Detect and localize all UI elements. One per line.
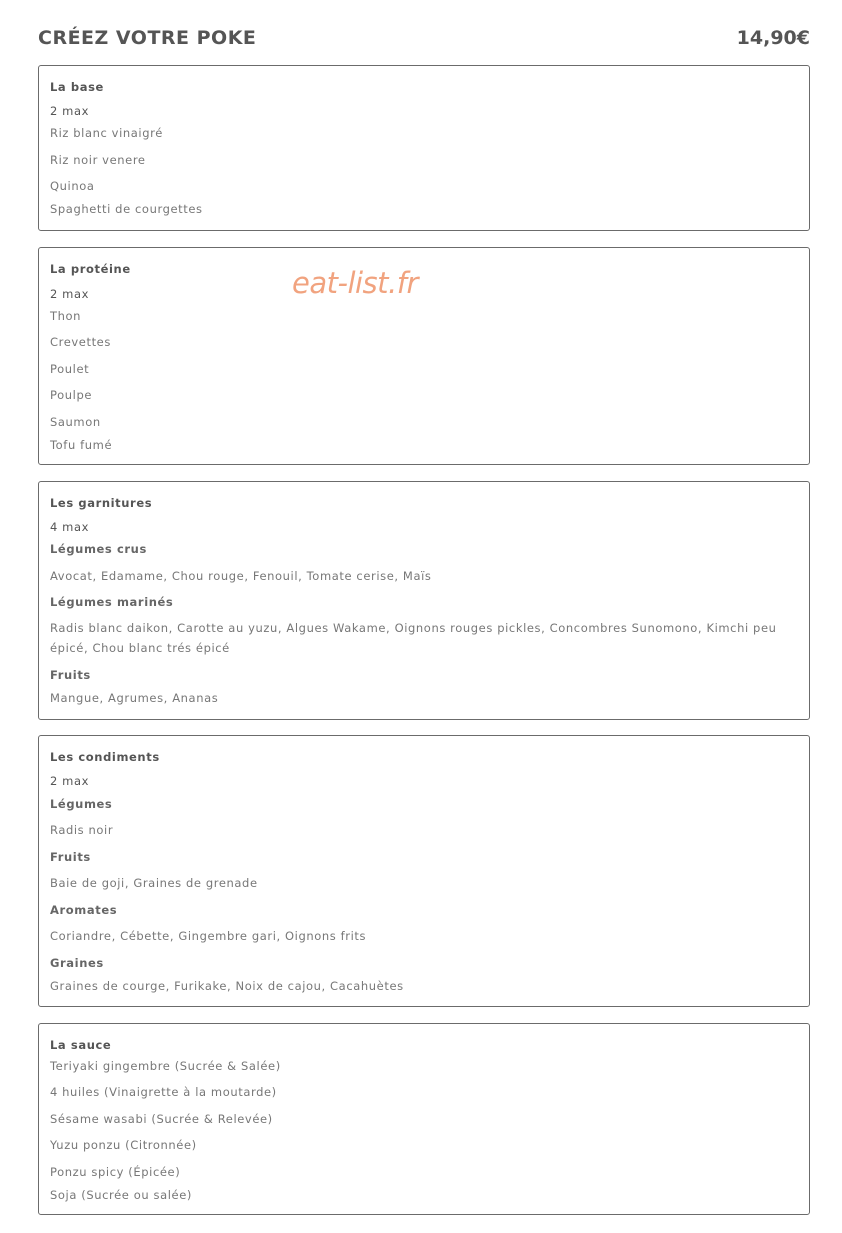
option-item: Riz noir venere: [50, 153, 146, 167]
section-heading: La base: [50, 80, 104, 94]
group-label: Légumes: [50, 797, 113, 811]
max-label: 2 max: [50, 287, 90, 301]
section-sauce: [38, 1023, 810, 1215]
group-text: Radis blanc daikon, Carotte au yuzu, Algues Wakame, Oignons rouges pickles, Concombres Sunomono, Kimchi peu épicé, Chou blanc trés épicé: [50, 621, 777, 655]
group-text: Coriandre, Cébette, Gingembre gari, Oignons frits: [50, 929, 367, 943]
section-heading: Les condiments: [50, 750, 160, 764]
section-base: [38, 65, 810, 231]
option-item: Thon: [50, 309, 82, 323]
group-text: Graines de courge, Furikake, Noix de cajou, Cacahuètes: [50, 979, 404, 993]
section-heading: La sauce: [50, 1038, 112, 1052]
section-heading: Les garnitures: [50, 496, 153, 510]
section-proteine: [38, 247, 810, 465]
group-text: Radis noir: [50, 823, 114, 837]
group-label: Fruits: [50, 668, 91, 682]
max-label: 2 max: [50, 104, 90, 118]
group-label: Aromates: [50, 903, 118, 917]
section-garnitures: [38, 481, 810, 720]
option-item: Poulpe: [50, 388, 93, 402]
option-item: Quinoa: [50, 179, 95, 193]
group-text: Mangue, Agrumes, Ananas: [50, 691, 219, 705]
max-label: 2 max: [50, 774, 90, 788]
option-item: Teriyaki gingembre (Sucrée & Salée): [50, 1059, 281, 1073]
page-title: CRÉEZ VOTRE POKE: [38, 27, 257, 49]
group-label: Légumes marinés: [50, 595, 174, 609]
max-label: 4 max: [50, 520, 90, 534]
group-text: Baie de goji, Graines de grenade: [50, 876, 258, 890]
option-item: Saumon: [50, 415, 101, 429]
watermark: eat-list.fr: [292, 266, 418, 300]
group-label: Fruits: [50, 850, 91, 864]
option-item: Yuzu ponzu (Citronnée): [50, 1138, 197, 1152]
group-text: Avocat, Edamame, Chou rouge, Fenouil, Tomate cerise, Maïs: [50, 569, 432, 583]
section-heading: La protéine: [50, 262, 131, 276]
option-item: Spaghetti de courgettes: [50, 202, 203, 216]
group-label: Légumes crus: [50, 542, 147, 556]
price: 14,90€: [736, 27, 810, 49]
option-item: Sésame wasabi (Sucrée & Relevée): [50, 1112, 273, 1126]
option-item: Soja (Sucrée ou salée): [50, 1188, 192, 1202]
option-item: Poulet: [50, 362, 90, 376]
group-label: Graines: [50, 956, 104, 970]
option-item: Riz blanc vinaigré: [50, 126, 163, 140]
option-item: Crevettes: [50, 335, 111, 349]
option-item: 4 huiles (Vinaigrette à la moutarde): [50, 1085, 277, 1099]
section-condiments: [38, 735, 810, 1007]
option-item: Ponzu spicy (Épicée): [50, 1165, 181, 1179]
option-item: Tofu fumé: [50, 438, 113, 452]
